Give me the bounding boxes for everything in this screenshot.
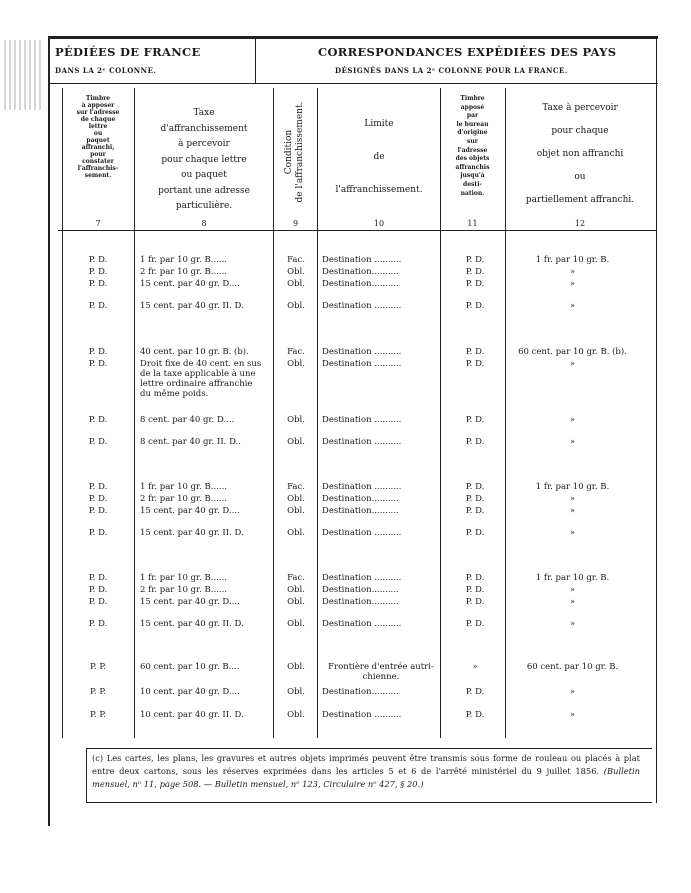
cell-c10: Destination ..........: [322, 415, 402, 425]
cell-c11: P. D.: [465, 687, 485, 697]
cell-c12: »: [569, 506, 576, 516]
cell-c9: Obl.: [287, 585, 305, 595]
cell-c10: Destination ..........: [322, 301, 402, 311]
cell-c7: P. D.: [88, 279, 108, 289]
cell-c8: Droit fixe de 40 cent. en sus de la taxe applicable à une lettre ordinaire affranchie du même poids.: [140, 359, 262, 399]
cell-c9: Obl.: [287, 437, 305, 447]
col8-header: Taxe d'affranchissement à percevoir pour chaque lettre ou paquet portant une adresse particulière.: [158, 108, 250, 211]
cell-c12: »: [569, 267, 576, 277]
cell-c11: P. D.: [465, 359, 485, 369]
cell-c9: Fac.: [287, 573, 305, 583]
scan-margin-artifact: [4, 40, 42, 110]
cell-c11: P. D.: [465, 573, 485, 583]
cell-c8: 2 fr. par 10 gr. B......: [140, 494, 228, 504]
cell-c12: 60 cent. par 10 gr. B.: [526, 662, 619, 672]
cell-c12: »: [569, 687, 576, 697]
cell-c9: Obl.: [287, 301, 305, 311]
cell-c10: Destination ..........: [322, 437, 402, 447]
cell-c8: 10 cent. par 40 gr. II. D.: [140, 710, 244, 720]
col12-header: Taxe à percevoir pour chaque objet non affranchi ou partiellement affranchi.: [525, 103, 635, 205]
cell-c9: Obl.: [287, 597, 305, 607]
cell-c9: Obl.: [287, 528, 305, 538]
right-header-subtitle: DÉSIGNÉS DANS LA 2ᵉ COLONNE POUR LA FRANCE.: [335, 66, 568, 75]
cell-c8: 15 cent. par 40 gr. II. D.: [140, 619, 244, 629]
cell-c7: P. P.: [89, 687, 107, 697]
cell-c8: 15 cent. par 40 gr. II. D.: [140, 528, 244, 538]
cell-c10: Destination ..........: [322, 528, 402, 538]
cell-c12: 1 fr. par 10 gr. B.: [535, 482, 610, 492]
cell-c7: P. D.: [88, 301, 108, 311]
cell-c9: Obl.: [287, 359, 305, 369]
cell-c12: »: [569, 359, 576, 369]
cell-c10: Destination..........: [322, 506, 399, 516]
cell-c8: 40 cent. par 10 gr. B. (b).: [140, 347, 249, 357]
cell-c8: 15 cent. par 40 gr. D....: [140, 597, 240, 607]
cell-c12: »: [569, 494, 576, 504]
cell-c10: Destination..........: [322, 279, 399, 289]
cell-c7: P. D.: [88, 359, 108, 369]
cell-c10: Destination..........: [322, 597, 399, 607]
col10-header: Limite de l'affranchissement.: [335, 119, 423, 195]
cell-c11: P. D.: [465, 267, 485, 277]
cell-c11: P. D.: [465, 255, 485, 265]
cell-c12: »: [569, 597, 576, 607]
cell-c11: P. D.: [465, 597, 485, 607]
cell-c8: 1 fr. par 10 gr. B......: [140, 482, 228, 492]
col11-header: Timbre apposé par le bureau d'origine sur l'adresse des objets affranchis jusqu'à desti- nation.: [455, 95, 490, 197]
cell-c11: P. D.: [465, 619, 485, 629]
cell-c10: Destination ..........: [322, 482, 402, 492]
cell-c7: P. D.: [88, 494, 108, 504]
cell-c7: P. D.: [88, 415, 108, 425]
cell-c9: Obl.: [287, 267, 305, 277]
cell-c12: 1 fr. par 10 gr. B.: [535, 255, 610, 265]
col11-number: 11: [467, 219, 478, 228]
cell-c10: Destination ..........: [322, 347, 402, 357]
col9-header: Condition de l'affranchissement.: [284, 101, 305, 203]
cell-c7: P. P.: [89, 662, 107, 672]
col7-number: 7: [95, 219, 101, 228]
footnote-text: (c) Les cartes, les plans, les gravures et autres objets imprimés peuvent être transmis sous forme de rouleau ou placés à plat entre deux cartons, sous les réserves exprimées dans les articles 5 et 6 de l'arrêté ministériel du 9 juillet 1856.: [92, 753, 640, 776]
cell-c7: P. D.: [88, 585, 108, 595]
cell-c9: Fac.: [287, 347, 305, 357]
cell-c12: »: [569, 585, 576, 595]
cell-c10: Destination ..........: [322, 255, 402, 265]
footnote-refs: (Bulletin mensuel, nᵒ 11, page 508. — Bulletin mensuel, nᵒ 123, Circulaire nᵒ 427, § 20.): [92, 766, 640, 789]
cell-c10: Destination ..........: [322, 573, 402, 583]
cell-c7: P. D.: [88, 619, 108, 629]
cell-c10: Destination ..........: [322, 710, 402, 720]
cell-c12: »: [569, 528, 576, 538]
cell-c10: Destination..........: [322, 585, 399, 595]
cell-c8: 1 fr. par 10 gr. B......: [140, 255, 228, 265]
cell-c9: Obl.: [287, 710, 305, 720]
cell-c11: P. D.: [465, 528, 485, 538]
cell-c9: Obl.: [287, 687, 305, 697]
cell-c11: P. D.: [465, 301, 485, 311]
footnote: [92, 752, 640, 791]
cell-c11: P. D.: [465, 506, 485, 516]
cell-c11: P. D.: [465, 710, 485, 720]
cell-c8: 8 cent. par 40 gr. II. D..: [140, 437, 241, 447]
cell-c7: P. D.: [88, 597, 108, 607]
cell-c12: »: [569, 279, 576, 289]
cell-c10: Frontière d'entrée autri-chienne.: [328, 662, 434, 682]
cell-c8: 10 cent. par 40 gr. D....: [140, 687, 240, 697]
cell-c9: Fac.: [287, 482, 305, 492]
cell-c7: P. D.: [88, 528, 108, 538]
cell-c12: »: [569, 619, 576, 629]
cell-c7: P. D.: [88, 437, 108, 447]
cell-c12: 1 fr. par 10 gr. B.: [535, 573, 610, 583]
cell-c7: P. D.: [88, 506, 108, 516]
cell-c7: P. D.: [88, 347, 108, 357]
col12-number: 12: [574, 219, 586, 228]
cell-c11: P. D.: [465, 279, 485, 289]
cell-c7: P. D.: [88, 573, 108, 583]
cell-c9: Obl.: [287, 662, 305, 672]
cell-c7: P. D.: [88, 482, 108, 492]
cell-c8: 2 fr. par 10 gr. B......: [140, 267, 228, 277]
cell-c7: P. D.: [88, 255, 108, 265]
cell-c9: Obl.: [287, 494, 305, 504]
cell-c10: Destination ..........: [322, 619, 402, 629]
cell-c12: »: [569, 437, 576, 447]
cell-c8: 2 fr. par 10 gr. B......: [140, 585, 228, 595]
left-header-title: PÉDIÉES DE FRANCE: [55, 45, 201, 59]
cell-c10: Destination ..........: [322, 359, 402, 369]
cell-c8: 1 fr. par 10 gr. B......: [140, 573, 228, 583]
cell-c8: 15 cent. par 40 gr. D....: [140, 506, 240, 516]
col9-number: 9: [292, 219, 299, 228]
cell-c12: »: [569, 301, 576, 311]
cell-c9: Obl.: [287, 619, 305, 629]
cell-c11: P. D.: [465, 437, 485, 447]
cell-c11: »: [472, 662, 478, 672]
col10-number: 10: [373, 219, 385, 228]
cell-c9: Obl.: [287, 279, 305, 289]
cell-c10: Destination..........: [322, 494, 399, 504]
cell-c10: Destination..........: [322, 687, 399, 697]
cell-c11: P. D.: [465, 415, 485, 425]
cell-c9: Obl.: [287, 415, 305, 425]
cell-c11: P. D.: [465, 585, 485, 595]
cell-c11: P. D.: [465, 494, 485, 504]
cell-c11: P. D.: [465, 482, 485, 492]
cell-c8: 15 cent. par 40 gr. D....: [140, 279, 240, 289]
cell-c12: »: [569, 710, 576, 720]
cell-c10: Destination..........: [322, 267, 399, 277]
cell-c12: 60 cent. par 10 gr. B. (b).: [518, 347, 627, 357]
cell-c9: Fac.: [287, 255, 305, 265]
cell-c7: P. P.: [89, 710, 107, 720]
right-header-title: CORRESPONDANCES EXPÉDIÉES DES PAYS: [318, 45, 617, 59]
cell-c12: »: [569, 415, 576, 425]
left-header-subtitle: DANS LA 2ᵉ COLONNE.: [55, 66, 157, 75]
cell-c7: P. D.: [88, 267, 108, 277]
cell-c8: 60 cent. par 10 gr. B....: [140, 662, 240, 672]
col7-header: Timbre à apposer sur l'adresse de chaque lettre ou paquet affranchi, pour constater l'affranchis- sement.: [76, 95, 120, 179]
cell-c9: Obl.: [287, 506, 305, 516]
cell-c8: 15 cent. par 40 gr. II. D.: [140, 301, 244, 311]
cell-c8: 8 cent. par 40 gr. D....: [140, 415, 235, 425]
cell-c11: P. D.: [465, 347, 485, 357]
col8-number: 8: [201, 219, 207, 228]
